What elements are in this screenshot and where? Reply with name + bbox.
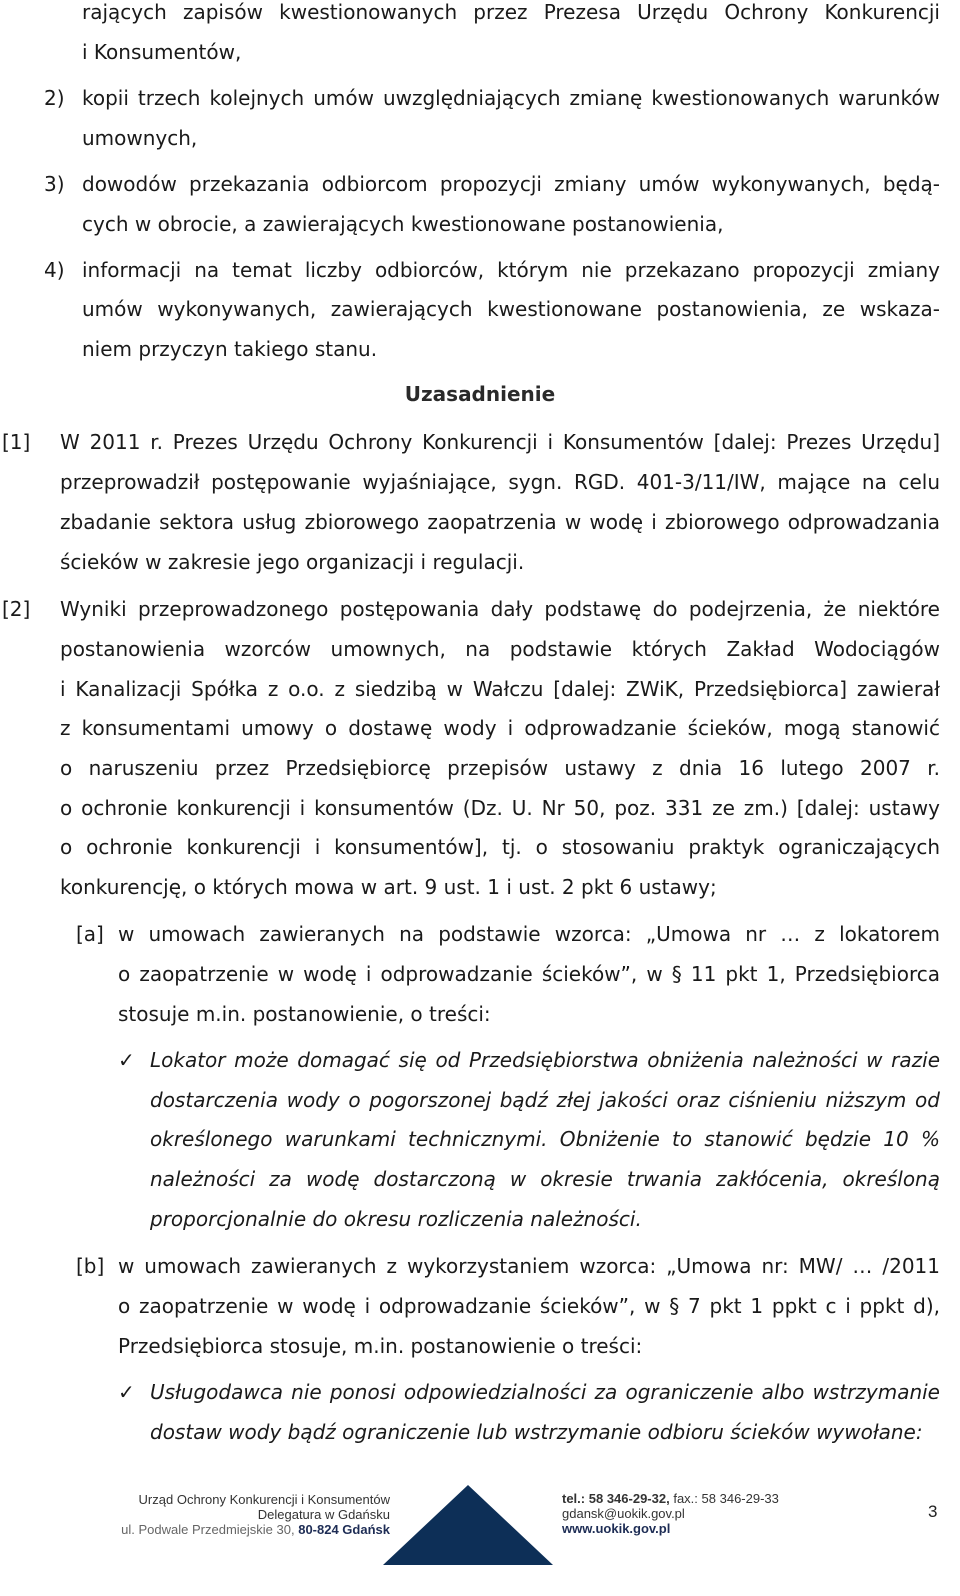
paragraph-2-line-5: o naruszeniu przez Przedsiębiorcę przepisów ustawy z dnia 16 lutego 2007 r. <box>60 756 940 780</box>
logo-triangle <box>383 1485 553 1565</box>
footer-city: 80-824 Gdańsk <box>298 1522 390 1537</box>
paragraph-2-line-4: z konsumentami umowy o dostawę wody i odprowadzanie ścieków, mogą stanowić <box>60 716 940 740</box>
footer-street: ul. Podwale Przedmiejskie 30, <box>121 1522 295 1537</box>
uokik-logo-icon <box>383 1485 553 1565</box>
sub-item-a-number: [a] <box>76 922 104 946</box>
quote-a-line-4: należności za wodę dostarczoną w okresie trwania zakłócenia, określoną <box>150 1167 940 1191</box>
paragraph-2-line-7: o ochronie konkurencji i konsumentów], tj. o stosowaniu praktyk ograniczających <box>60 835 940 859</box>
quote-a-line-5: proporcjonalnie do okresu rozliczenia należności. <box>150 1207 642 1231</box>
quote-a-line-2: dostarczenia wody o pogorszonej bądź złej jakości oraz ciśnieniu niższym od <box>150 1088 940 1112</box>
footer-contact <box>562 1491 779 1536</box>
paragraph-1-line-3: zbadanie sektora usług zbiorowego zaopatrzenia w wodę i zbiorowego odprowadzania <box>60 510 940 534</box>
footer-tel-label: tel.: <box>562 1491 586 1506</box>
footer-email: gdansk@uokik.gov.pl <box>562 1506 685 1521</box>
quote-b-line-1: Usługodawca nie ponosi odpowiedzialności za ograniczenie albo wstrzymanie <box>150 1380 940 1404</box>
paragraph-2-line-6: o ochronie konkurencji i konsumentów (Dz. U. Nr 50, poz. 331 ze zm.) [dalej: ustawy <box>60 796 940 820</box>
intro-line-1: rających zapisów kwestionowanych przez Prezesa Urzędu Ochrony Konkurencji <box>82 0 940 24</box>
quote-a-line-3: określonego warunkami technicznymi. Obniżenie to stanowić będzie 10 % <box>150 1127 940 1151</box>
list-item-3-line-2: cych w obrocie, a zawierających kwestionowane postanowienia, <box>82 212 724 236</box>
paragraph-1-line-2: przeprowadził postępowanie wyjaśniające, sygn. RGD. 401-3/11/IW, mające na celu <box>60 470 940 494</box>
paragraph-2-line-2: postanowienia wzorców umownych, na podstawie których Zakład Wodociągów <box>60 637 940 661</box>
quote-b-line-2: dostaw wody bądź ograniczenie lub wstrzymanie odbioru ścieków wywołane: <box>150 1420 923 1444</box>
list-item-3-line-1: dowodów przekazania odbiorcom propozycji zmiany umów wykonywanych, będą- <box>82 172 940 196</box>
paragraph-2-line-1: Wyniki przeprowadzonego postępowania dały podstawę do podejrzenia, że niektóre <box>60 597 940 621</box>
footer-web: www.uokik.gov.pl <box>562 1521 671 1536</box>
check-mark-icon: ✓ <box>118 1380 135 1404</box>
list-item-4-line-1: informacji na temat liczby odbiorców, którym nie przekazano propozycji zmiany <box>82 258 940 282</box>
list-item-4-line-2: umów wykonywanych, zawierających kwestionowane postanowienia, ze wskaza- <box>82 297 940 321</box>
paragraph-2-number: [2] <box>2 597 31 621</box>
list-item-4-number: 4) <box>44 258 65 282</box>
list-item-2-number: 2) <box>44 86 65 110</box>
check-mark-icon: ✓ <box>118 1048 135 1072</box>
paragraph-2-line-8: konkurencję, o których mowa w art. 9 ust. 1 i ust. 2 pkt 6 ustawy; <box>60 875 717 899</box>
sub-item-a-line-1: w umowach zawieranych na podstawie wzorca: „Umowa nr … z lokatorem <box>118 922 940 946</box>
paragraph-2-line-3: i Kanalizacji Spółka z o.o. z siedzibą w Wałczu [dalej: ZWiK, Przedsiębiorca] zawierał <box>60 677 940 701</box>
footer-fax: 58 346-29-33 <box>701 1491 779 1506</box>
sub-item-b-number: [b] <box>76 1254 105 1278</box>
section-heading: Uzasadnienie <box>404 382 556 406</box>
paragraph-1-line-1: W 2011 r. Prezes Urzędu Ochrony Konkurencji i Konsumentów [dalej: Prezes Urzędu] <box>60 430 940 454</box>
list-item-2-line-1: kopii trzech kolejnych umów uwzględniających zmianę kwestionowanych warunków <box>82 86 940 110</box>
quote-a-line-1: Lokator może domagać się od Przedsiębiorstwa obniżenia należności w razie <box>150 1048 940 1072</box>
footer-phone-line <box>562 1491 779 1506</box>
sub-item-b-line-2: o zaopatrzenie w wodę i odprowadzanie ścieków”, w § 7 pkt 1 ppkt c i ppkt d), <box>118 1294 940 1318</box>
paragraph-1-number: [1] <box>2 430 31 454</box>
page-number: 3 <box>928 1502 938 1521</box>
list-item-2-line-2: umownych, <box>82 126 198 150</box>
sub-item-b-line-1: w umowach zawieranych z wykorzystaniem wzorca: „Umowa nr: MW/ … /2011 <box>118 1254 940 1278</box>
footer-street-line <box>90 1522 390 1537</box>
footer-fax-label: fax.: <box>673 1491 698 1506</box>
paragraph-1-line-4: ścieków w zakresie jego organizacji i regulacji. <box>60 550 525 574</box>
footer-tel: 58 346-29-32, <box>588 1491 670 1506</box>
list-item-4-line-3: niem przyczyn takiego stanu. <box>82 337 378 361</box>
footer-address <box>90 1492 390 1537</box>
list-item-3-number: 3) <box>44 172 65 196</box>
intro-line-2: i Konsumentów, <box>82 40 242 64</box>
footer-org: Urząd Ochrony Konkurencji i Konsumentów <box>138 1492 390 1507</box>
sub-item-b-line-3: Przedsiębiorca stosuje, m.in. postanowienie o treści: <box>118 1334 643 1358</box>
sub-item-a-line-3: stosuje m.in. postanowienie, o treści: <box>118 1002 491 1026</box>
footer-branch: Delegatura w Gdańsku <box>257 1507 390 1522</box>
sub-item-a-line-2: o zaopatrzenie w wodę i odprowadzanie ścieków”, w § 11 pkt 1, Przedsiębiorca <box>118 962 940 986</box>
